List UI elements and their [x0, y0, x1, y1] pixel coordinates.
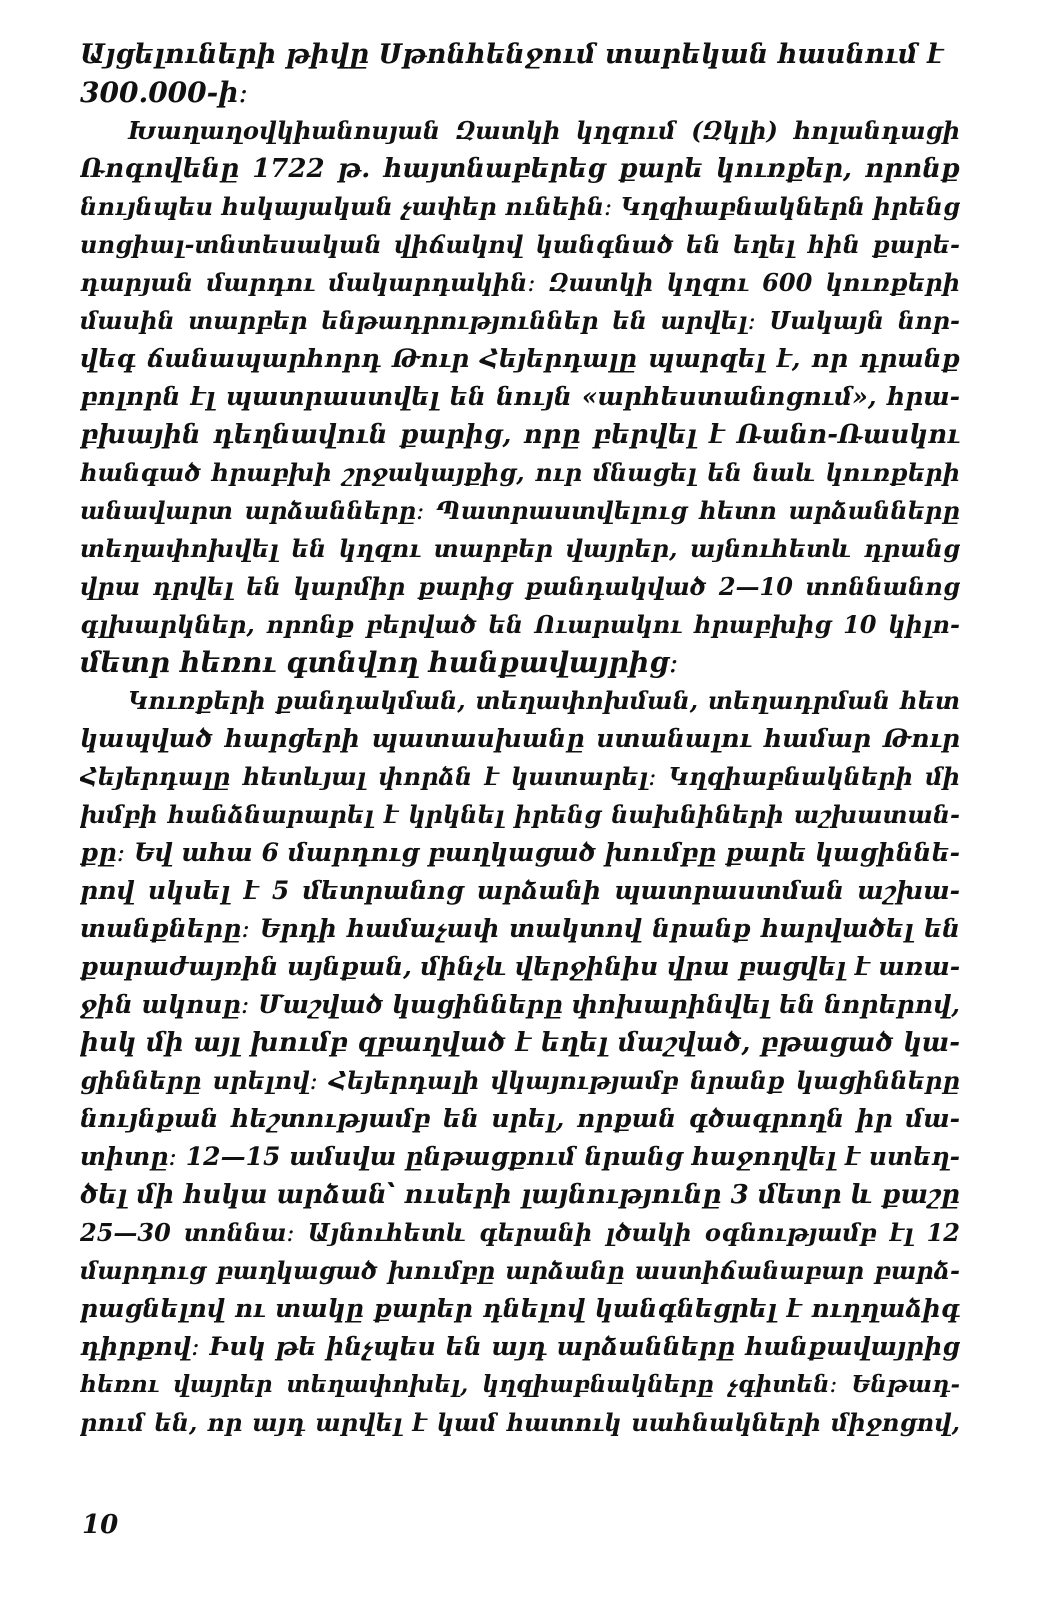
text-line: ծել մի հսկա արձան՝ ուսերի լայնությունը 3 մետր և քաշը	[80, 1180, 960, 1210]
text-line: Ռոգովենը 1722 թ. հայտնաբերեց քարե կուռքեր, որոնք	[80, 154, 960, 184]
text-line: անավարտ արձանները։ Պատրաստվելուց հետո արձանները	[80, 496, 960, 525]
text-line: մասին տարբեր ենթադրություններ են արվել։ Սակայն նոր-	[80, 306, 960, 335]
text-line: տեղափոխվել են կղզու տարբեր վայրեր, այնուհետև դրանց	[80, 534, 960, 563]
text-line: Այցելուների թիվը Սթոնհենջում տարեկան հասնում է	[80, 39, 944, 70]
text-line: դարյան մարդու մակարդակին։ Զատկի կղզու 600 կուռքերի	[80, 268, 960, 297]
text-line: հանգած հրաբխի շրջակայքից, ուր մնացել են նաև կուռքերի	[80, 458, 960, 487]
text-line: բխային դեղնավուն քարից, որը բերվել է Ռանո-Ռասկու	[80, 420, 960, 450]
text-line: գլխարկներ, որոնք բերված են Ուարակու հրաբխից 10 կիլո-	[80, 610, 960, 639]
text-line: տիտը։ 12—15 ամսվա ընթացքում նրանց հաջողվել է ստեղ-	[80, 1142, 960, 1171]
text-line: հեռու վայրեր տեղափոխել, կղզիաբնակները չգիտեն։ Ենթադ-	[80, 1371, 960, 1398]
text-line: րում են, որ այդ արվել է կամ հատուկ սահնակների միջոցով,	[80, 1408, 960, 1437]
text-line: մարդուց բաղկացած խումբը արձանը աստիճանաբար բարձ-	[80, 1256, 960, 1285]
text-line: սոցիալ-տնտեսական վիճակով կանգնած են եղել հին քարե-	[80, 230, 960, 259]
text-line: նույնքան հեշտությամբ են սրել, որքան գծագրողն իր մա-	[80, 1104, 960, 1133]
text-line: րացնելով ու տակը քարեր դնելով կանգնեցրել է ուղղաձիգ	[80, 1294, 960, 1323]
text-line: ջին ակոսը։ Մաշված կացինները փոխարինվել են նորերով,	[80, 990, 960, 1019]
text-line: ցինները սրելով։ Հեյերդալի վկայությամբ նրանք կացինները	[80, 1066, 960, 1095]
text-line: քը։ Եվ ահա 6 մարդուց բաղկացած խումբը քարե կացիննե-	[80, 838, 960, 867]
text-line: նույնպես հսկայական չափեր ունեին։ Կղզիաբնակներն իրենց	[80, 192, 960, 221]
text-line: վեգ ճանապարհորդ Թուր Հեյերդալը պարզել է, որ դրանք	[80, 344, 960, 373]
text-line: վրա դրվել են կարմիր քարից քանդակված 2—10 տոննանոց	[80, 572, 960, 601]
text-line: քարաժայռին այնքան, մինչև վերջինիս վրա բացվել է առա-	[80, 952, 960, 981]
text-line: Խաղաղօվկիանոսյան Զատկի կղզում (Զկլի) հոլանդացի	[128, 116, 960, 145]
text-line: Հեյերդալը հետևյալ փորձն է կատարել։ Կղզիաբնակների մի	[80, 762, 960, 791]
text-line: խմբի հանձնարարել է կրկնել իրենց նախնիների աշխատան-	[80, 800, 960, 829]
page-number: 10	[82, 1510, 119, 1540]
text-line: Կուռքերի քանդակման, տեղափոխման, տեղադրման հետ	[128, 686, 960, 715]
body-text	[80, 36, 960, 1442]
text-line: իսկ մի այլ խումբ զբաղված է եղել մաշված, բթացած կա-	[80, 1028, 960, 1058]
text-line: բոլորն էլ պատրաստվել են նույն «արհեստանոցում», հրա-	[80, 382, 960, 411]
text-line: դիրքով։ Իսկ թե ինչպես են այդ արձանները հանքավայրից	[80, 1332, 960, 1361]
text-line: կապված հարցերի պատասխանը ստանալու համար Թուր	[80, 724, 960, 753]
text-line: 300.000-ի։	[80, 76, 249, 109]
text-line: մետր հեռու գտնվող հանքավայրից։	[80, 646, 679, 679]
text-line: 25—30 տոննա։ Այնուհետև գերանի լծակի օգնությամբ էլ 12	[80, 1218, 960, 1247]
text-line: տանքները։ Երդի համաչափ տակտով նրանք հարվածել են	[80, 914, 960, 943]
text-line: րով սկսել է 5 մետրանոց արձանի պատրաստման աշխա-	[80, 876, 960, 905]
